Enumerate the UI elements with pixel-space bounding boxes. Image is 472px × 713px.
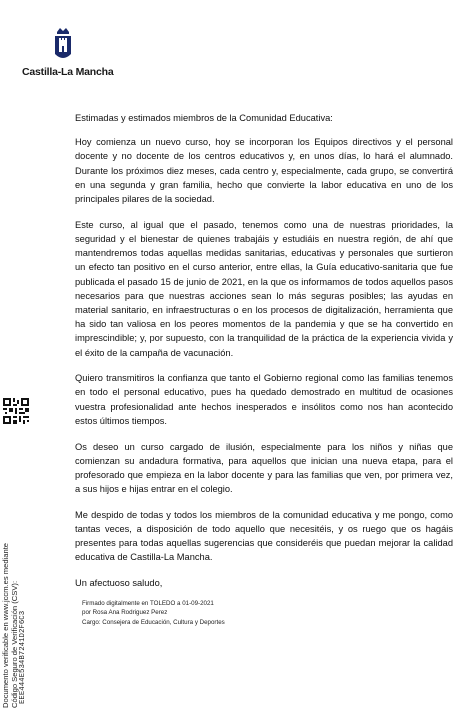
letter-paragraph: Este curso, al igual que el pasado, tenemos como una de nuestras prioridades, la seguridad y el bienestar de quienes trabajáis y estudiáis en nuestra región, de ahí que mantendremos todas aquellas medidas sanitarias, educativas y personales que surtieron un efecto tan positivo en el curso anterior, entre ellas, la Guía educativo-sanitaria que fue publicada el pasado 15 de junio de 2021, en la que os informamos de todos aquellos pasos necesarios para que nuestras acciones sean lo más seguras posibles; las ayudas en material sanitario, en infraestructuras o en los procesos de digitalización, herramienta que ha sido tan valiosa en los peores momentos de la pandemia y que se ha convertido en imprescindible; y, por supuesto, con la tranquilidad de la práctica de la experiencia vivida y el éxito de la campaña de vacunación. <box>75 219 453 358</box>
letter-paragraph: Quiero transmitiros la confianza que tanto el Gobierno regional como las familias tenemos en todo el personal educativo, pues ha quedado demostrado en multitud de ocasiones vuestra profesionalidad ante hechos inesperados e insólitos como nos han acontecido estos últimos tiempos. <box>75 373 453 426</box>
verification-strip <box>0 198 30 708</box>
letter-closing: Un afectuoso saludo, <box>75 578 163 589</box>
letter-greeting: Estimadas y estimados miembros de la Comunidad Educativa: <box>75 113 333 123</box>
letter-paragraph: Me despido de todas y todos los miembros de la comunidad educativa y me pongo, como tantas veces, a disposición de todo aquello que necesitéis, y os ruego que os hagáis presentes para todas aquellas sugerencias que consideréis que puedan mejorar la calidad educativa de Castilla-La Mancha. <box>75 509 453 563</box>
verification-text <box>0 428 33 713</box>
qr-code-icon <box>3 398 29 424</box>
digital-signature <box>82 599 382 627</box>
organization-name: Castilla-La Mancha <box>22 66 114 78</box>
letter-body <box>75 111 453 595</box>
signature-line-2: por Rosa Ana Rodriguez Perez <box>82 609 168 617</box>
letter-paragraph: Os deseo un curso cargado de ilusión, especialmente para los niños y niñas que comienzan su andadura formativa, para aquellos que inician una nueva etapa, para el profesorado que empieza en la labor docente y para las familias que ven, por primera vez, a sus hijos e hijas entrar en el colegio. <box>75 441 453 495</box>
signature-line-1: Firmado digitalmente en TOLEDO a 01-09-2021 <box>82 600 214 607</box>
verification-csv-code: EEE444E534B7241D2F6C3 <box>19 610 27 704</box>
verification-line-2: Código Seguro de Verificación (CSV): <box>10 580 19 708</box>
verification-line-1: Documento verificable en www.jccm.es mediante <box>1 542 10 708</box>
organization-logo <box>22 26 112 80</box>
letter-paragraph: Hoy comienza un nuevo curso, hoy se incorporan los Equipos directivos y el personal docente y no docente de los centros educativos y, en unos días, lo hará el alumnado. Durante los próximos diez meses, cada centro y, especialmente, cada grupo, se convertirá en una segunda y gran familia, hecho que convierte la labor educativa en uno de los principales pilares de la sociedad. <box>75 137 453 205</box>
castle-crown-emblem-icon <box>52 26 74 64</box>
signature-line-3: Cargo: Consejera de Educación, Cultura y Deportes <box>82 618 225 626</box>
